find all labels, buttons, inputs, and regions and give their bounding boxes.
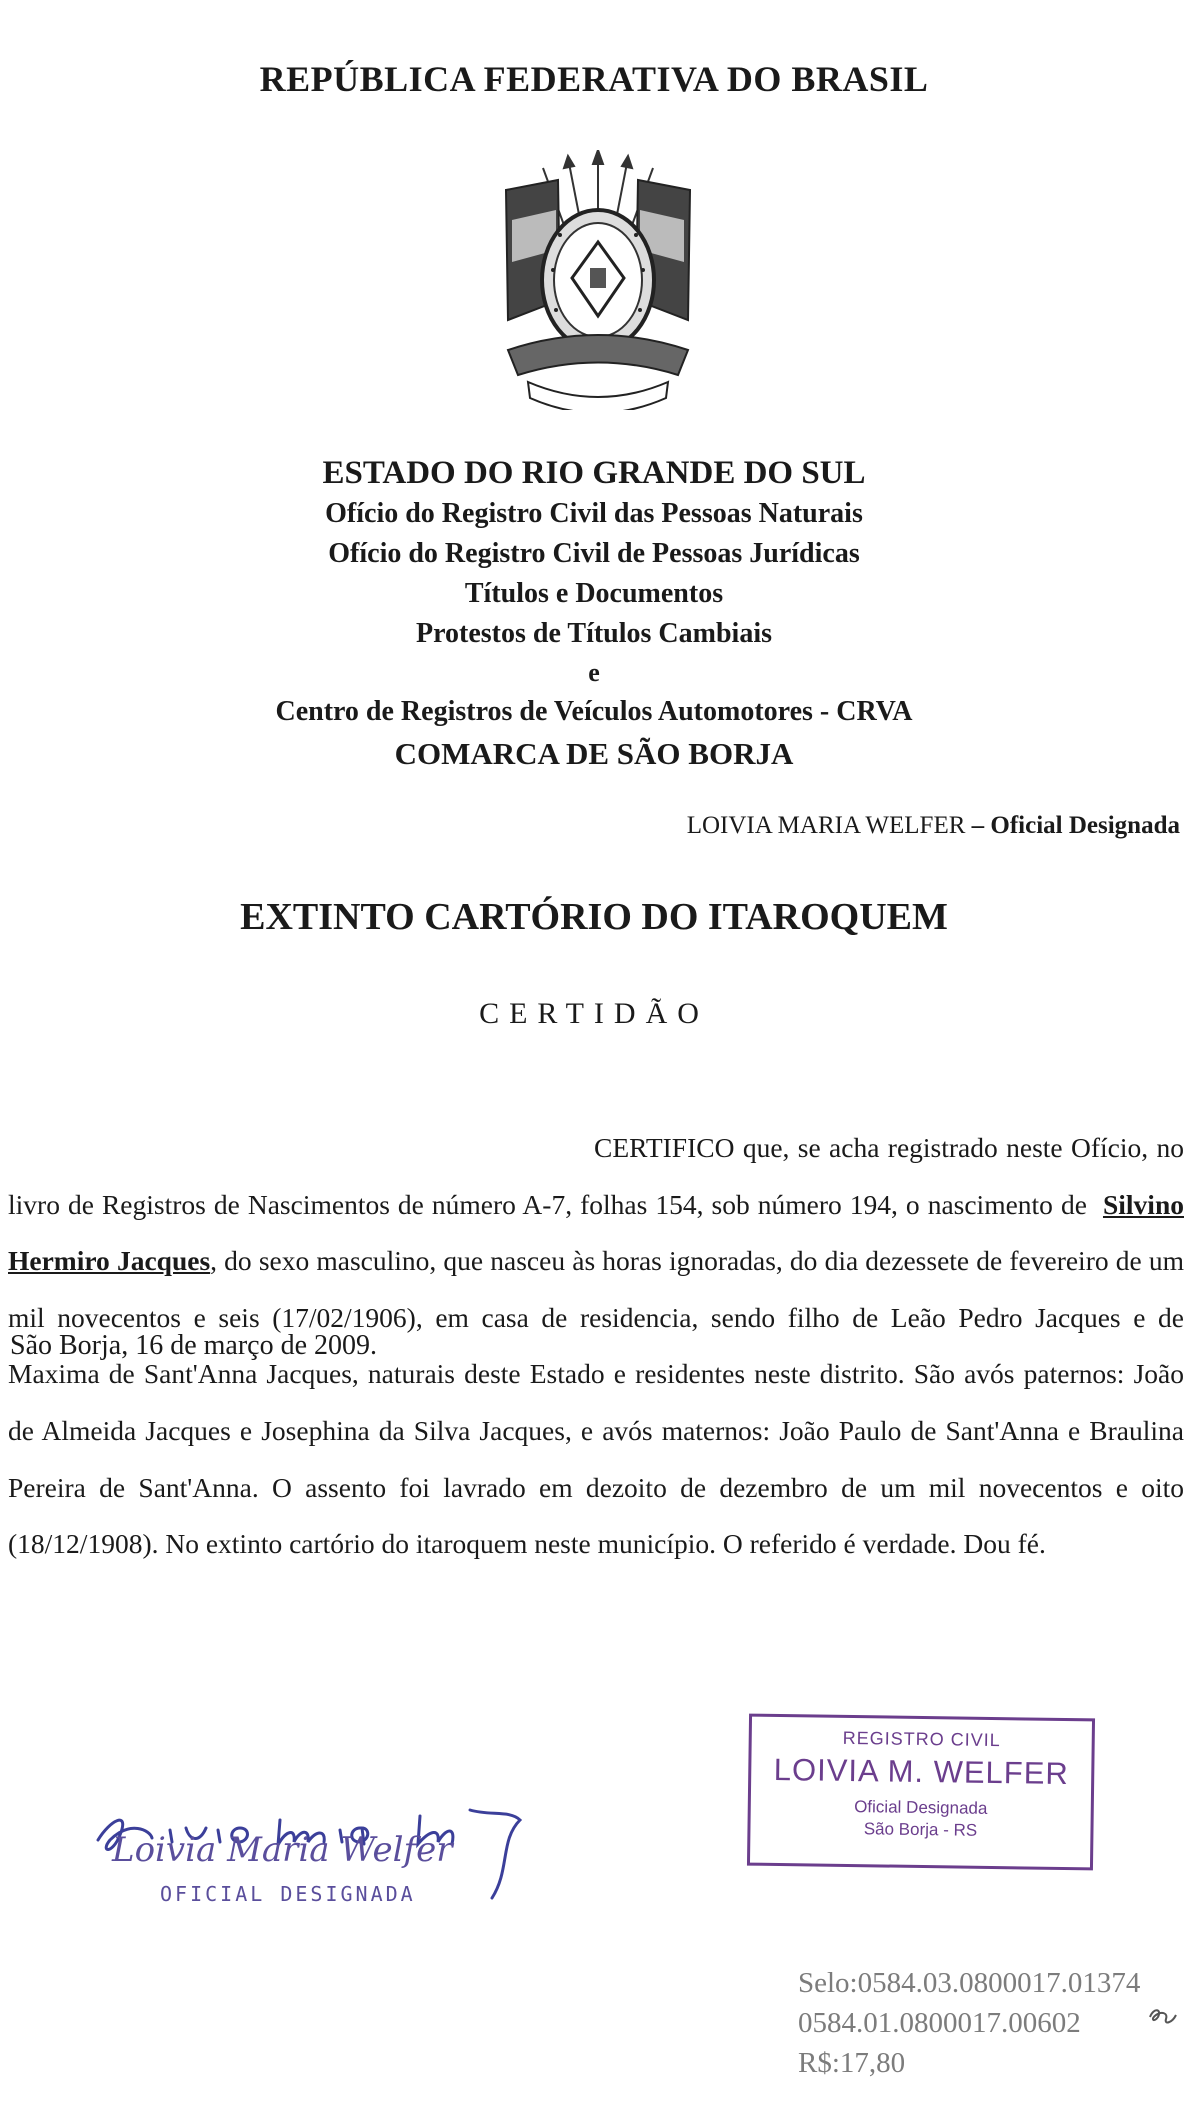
country-heading: REPÚBLICA FEDERATIVA DO BRASIL	[259, 59, 929, 99]
office-line: Ofício do Registro Civil das Pessoas Naturais	[325, 498, 863, 529]
office-line: Ofício do Registro Civil de Pessoas Jurídicas	[328, 538, 860, 569]
office-title: EXTINTO CARTÓRIO DO ITAROQUEM	[240, 896, 948, 938]
registry-stamp	[747, 1714, 1095, 1871]
signature-stamped-name: Loivia Maria Welfer	[112, 1830, 453, 1870]
document-type: CERTIDÃO	[479, 997, 709, 1030]
comarca-heading: COMARCA DE SÃO BORJA	[394, 736, 794, 771]
office-line: e	[588, 658, 600, 687]
body-text-after: , do sexo masculino, que nasceu às horas ignoradas, do dia dezessete de fevereiro de um mil novecentos e seis (17/02/1906), em casa de residencia, sendo filho de Leão Pedro Jacques e de Maxima de Sant'Anna Jacques, naturais deste Estado e residentes neste distrito. São avós paternos: João de Almeida Jacques e Josephina da Silva Jacques, e avós maternos: João Paulo de Sant'Anna e Braulina Pereira de Sant'Anna. O assento foi lavrado em dezoito de dezembro de um mil novecentos e oito (18/12/1908). No extinto cartório do itaroquem neste município. O referido é verdade. Dou fé.	[8, 1245, 1184, 1560]
office-line: Protestos de Títulos Cambiais	[416, 618, 772, 649]
office-line: Centro de Registros de Veículos Automotores - CRVA	[275, 696, 913, 727]
seal-fee: R$:17,80	[798, 2047, 906, 2079]
official-name: LOIVIA MARIA WELFER	[686, 812, 966, 839]
seal-line: 0584.01.0800017.00602	[798, 2007, 1081, 2039]
signature-stamped-role: OFICIAL DESIGNADA	[160, 1882, 416, 1906]
coat-of-arms-icon	[498, 150, 698, 410]
office-line: Títulos e Documentos	[464, 578, 724, 609]
place-and-date: São Borja, 16 de março de 2009.	[10, 1330, 378, 1361]
stamp-line: Oficial Designada	[854, 1797, 988, 1818]
stamp-line: São Borja - RS	[863, 1819, 978, 1840]
official-role: – Oficial Designada	[971, 812, 1180, 839]
official-designation	[687, 812, 1180, 840]
seal-info	[798, 1963, 1140, 2083]
state-heading: ESTADO DO RIO GRANDE DO SUL	[322, 455, 866, 491]
stamp-line: REGISTRO CIVIL	[842, 1727, 1001, 1751]
body-text-before: CERTIFICO que, se acha registrado neste Ofício, no livro de Registros de Nascimentos de número A-7, folhas 154, sob número 194, o nascimento de	[8, 1132, 1184, 1220]
handwritten-initials-icon	[1146, 2003, 1180, 2027]
stamp-name: LOIVIA M. WELFER	[773, 1751, 1070, 1792]
registered-person-name: Silvino Hermiro Jacques	[8, 1188, 1184, 1277]
seal-line: Selo:0584.03.0800017.01374	[798, 1967, 1141, 1999]
